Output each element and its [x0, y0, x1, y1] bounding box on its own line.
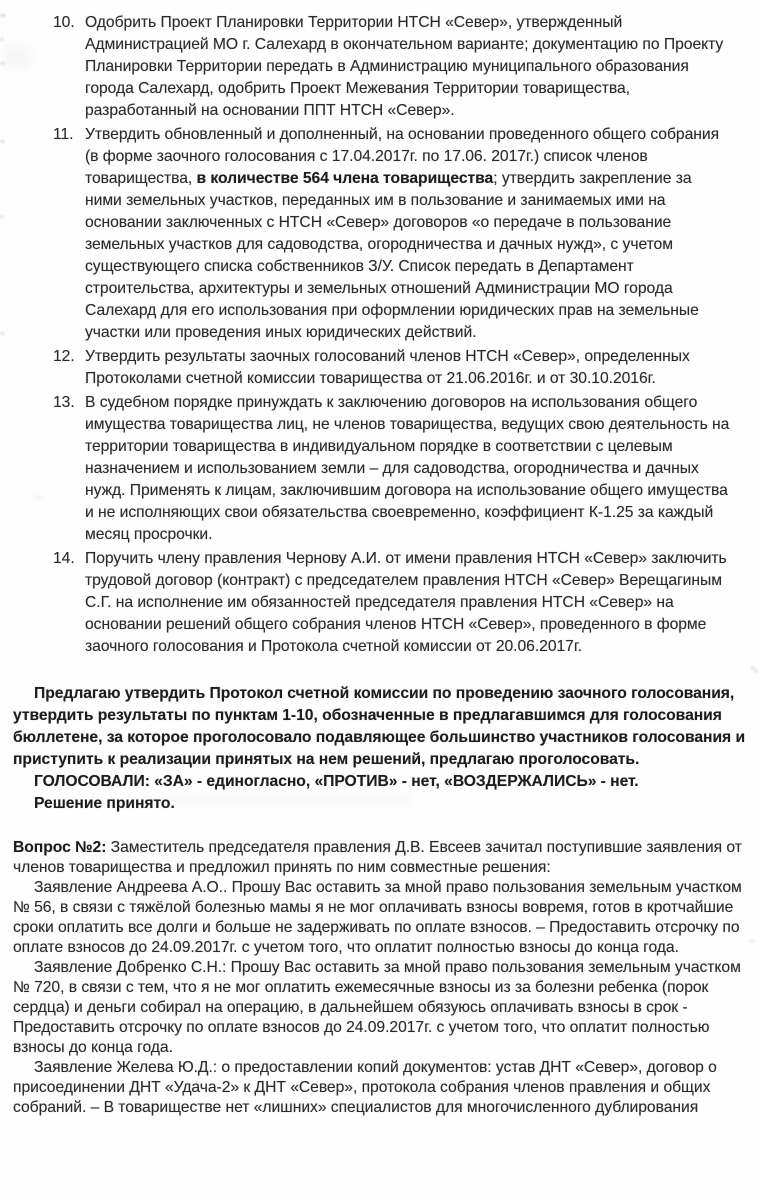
text-segment: В судебном порядке принуждать к заключению договоров на использования общего имущества товарищества лиц, не членов товарищества, ведущих свою деятельность на территории товарищества в индивидуальном порядке в соответствии с целевым назначением и использованием земли – для садоводства, огородничества и дачных нужд. Применять к лицам, заключившим договора на использование общего имущества и не исполняющих свои обязательства своевременно, коэффициент К-1.25 за каждый месяц просрочки. [85, 394, 730, 543]
scan-artifact [0, 140, 5, 143]
bold-text-segment: в количестве 564 члена товарищества [196, 170, 494, 187]
resolution-item [53, 392, 748, 546]
question-2-paragraph [13, 838, 748, 878]
scan-artifact [750, 665, 759, 673]
scan-artifact [0, 14, 6, 17]
item-number: 12. [53, 348, 75, 365]
scan-artifact [160, 796, 410, 804]
voting-result-line [13, 771, 748, 793]
text-segment: Заявление Добренко С.Н.: Прошу Вас оставить за мной право пользования земельным участком № 720, в связи с тем, что я не мог оплатить ежемесячные взносы из за болезни ребенка (порок сердца) и деньги собирал на операцию, в дальнейшем обязуюсь оплачивать взносы в срок - Предоставить отсрочку по оплате взносов до 24.09.2017г. с учетом того, что оплатит полностью взносы до конца года. [13, 959, 741, 1056]
text-segment: Одобрить Проект Планировки Территории НТСН «Север», утвержденный Администрацией МО г. Салехард в окончательном варианте; документацию по Проекту Планировки Территории передать в Администрацию муниципального образования города Салехард, одобрить Проект Межевания Территории товарищества, разработанный на основании ППТ НТСН «Север». [85, 14, 724, 119]
text-segment: Заявление Желева Ю.Д.: о предоставлении копий документов: устав ДНТ «Север», договор о присоединении ДНТ «Удача-2» к ДНТ «Север», протокола собрания членов правления и общих собраний. – В товариществе нет «лишних» специалистов для многочисленного дублирования [13, 1059, 717, 1116]
statement-zhelev [13, 1058, 748, 1118]
item-text [85, 124, 732, 344]
item-number: 11. [53, 126, 74, 143]
scan-artifact [749, 940, 755, 943]
item-number: 10. [53, 14, 75, 31]
item-text [85, 346, 732, 390]
statement-dobrenko [13, 958, 748, 1058]
scan-artifact [4, 46, 30, 68]
scan-artifact [0, 215, 4, 218]
statements-section [13, 683, 748, 1118]
bold-text-segment: Вопрос №2: [13, 839, 107, 856]
resolution-item [53, 124, 748, 344]
bold-text-segment: Решение принято. [34, 795, 175, 812]
resolution-item [53, 346, 748, 390]
item-text [85, 548, 732, 658]
bold-text-segment: ГОЛОСОВАЛИ: «ЗА» - единогласно, «ПРОТИВ» - нет, «ВОЗДЕРЖАЛИСЬ» - нет. [34, 773, 639, 790]
text-segment: Утвердить обновленный и дополненный, на основании проведенного общего собрания (в форме заочного голосования с 17.04.2017г. по 17.06. 2017г.) список членов товарищества, [85, 126, 720, 187]
text-segment: Заявление Андреева А.О.. Прошу Вас оставить за мной право пользования земельным участком № 56, в связи с тяжёлой болезнью мамы я не мог оплачивать взносы вовремя, готов в кротчайшие сроки оплатить все долги и больше не задерживать по оплате взносов. – Предоставить отсрочку по оплате взносов до 24.09.2017г. с учетом того, что оплатит полностью взносы до конца года. [13, 879, 742, 956]
bold-text-segment: Предлагаю утвердить Протокол счетной комиссии по проведению заочного голосования, утвердить результаты по пунктам 1-10, обозначенные в предлагавшимся для голосования бюллетене, за которое проголосовало подавляющее большинство участников голосования и приступить к реализации принятых на нем решений, предлагаю проголосовать. [13, 685, 746, 768]
text-segment: Утвердить результаты заочных голосований членов НТСН «Север», определенных Протоколами счетной комиссии товарищества от 21.06.2016г. и от 30.10.2016г. [85, 348, 690, 387]
resolutions-list [13, 12, 748, 658]
scan-artifact [0, 38, 4, 41]
text-segment: ; утвердить закрепление за ними земельных участков, переданных им в пользование и занимаемых ими на основании заключенных с НТСН «Север» договоров «о передаче в пользование земельных участков для садоводства, огородничества и дачных нужд», с учетом существующего списка собственников З/У. Список передать в Департамент строительства, архитектуры и земельных отношений Администрации МО города Салехард для его использования при оформлении юридических прав на земельные участки или проведения иных юридических действий. [85, 170, 699, 341]
item-number: 13. [53, 394, 75, 411]
resolution-item [53, 548, 748, 658]
resolution-item [53, 12, 748, 122]
text-segment: Заместитель председателя правления Д.В. Евсеев зачитал поступившие заявления от членов товарищества и предложил принять по ним совместные решения: [13, 839, 742, 876]
text-segment: Поручить члену правления Чернову А.И. от имени правления НТСН «Север» заключить трудовой договор (контракт) с председателем правления НТСН «Север» Верещагиным С.Г. на исполнение им обязанностей председателя правления НТСН «Север» на основании решений общего собрания членов НТСН «Север», проведенного в форме заочного голосования и Протокола счетной комиссии от 20.06.2017г. [85, 550, 727, 655]
scan-artifact [0, 332, 5, 335]
proposal-paragraph [13, 683, 748, 771]
scan-artifact [34, 495, 41, 499]
statement-andreev [13, 878, 748, 958]
item-text [85, 392, 732, 546]
item-number: 14. [53, 550, 75, 567]
item-text [85, 12, 732, 122]
